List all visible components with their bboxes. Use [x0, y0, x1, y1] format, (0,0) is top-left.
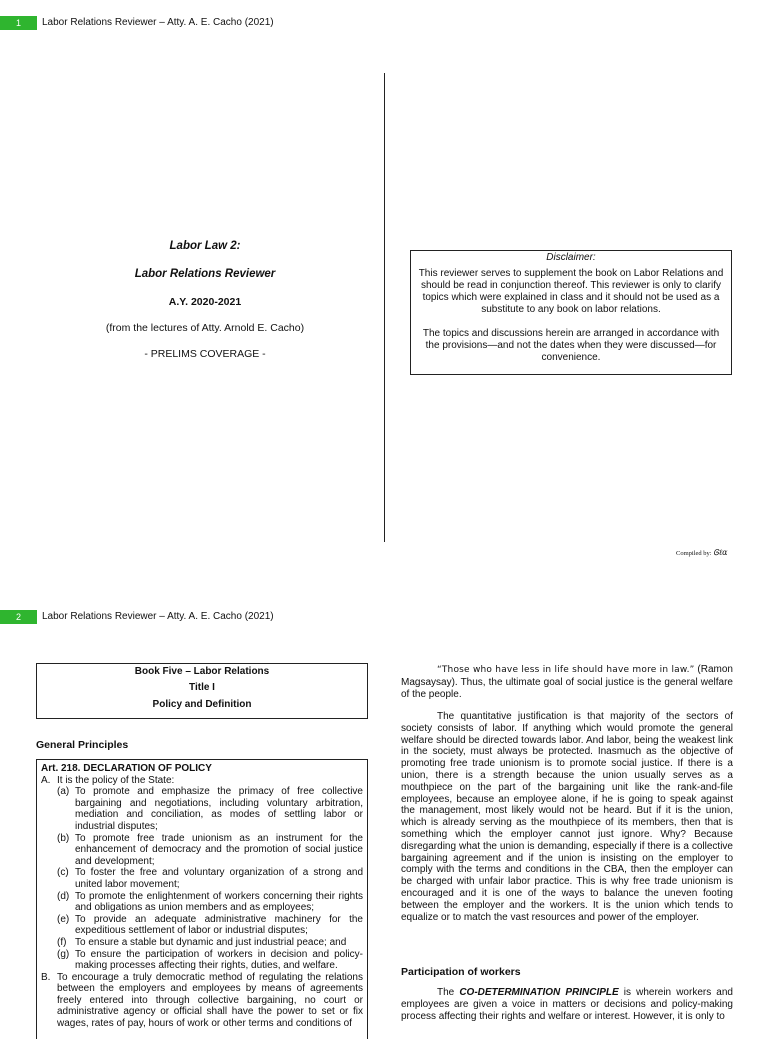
list-label: B. [41, 971, 51, 983]
page-number-badge: 2 [0, 610, 37, 624]
list-text: To promote and emphasize the primacy of free collective bargaining and negotiations, including voluntary arbitration, mediation and conciliation, as modes of settling labor or industrial disputes; [75, 786, 363, 832]
article-list-item [41, 937, 363, 949]
cover-subtitle: Labor Relations Reviewer [134, 268, 276, 280]
list-text: To promote the enlightenment of workers concerning their rights and obligations as union members and as employees; [75, 890, 363, 914]
book-title-box [36, 663, 368, 719]
body-paragraph [401, 987, 733, 1022]
article-list-item [41, 786, 363, 832]
title-number: Title I [189, 682, 215, 693]
list-text: It is the policy of the State: [57, 774, 175, 786]
list-label: (g) [57, 948, 70, 960]
article-title: Art. 218. DECLARATION OF POLICY [41, 763, 212, 774]
article-paragraph-a [41, 775, 363, 787]
article-list-item [41, 949, 363, 972]
disclaimer-paragraph: The topics and discussions herein are arranged in accordance with the provisions—and not the dates when they were discussed—for convenience. [422, 328, 720, 363]
list-text: To foster the free and voluntary organization of a strong and united labor movement; [75, 867, 363, 890]
list-label: (c) [57, 867, 69, 879]
text-prefix: The [437, 987, 460, 998]
list-text: To encourage a truly democratic method of regulating the relations between the employers and employees by means of agreements freely entered into through collective bargaining, no court or administrative agency or official shall have the power to set or fix wages, rates of pay, hours of work or other terms and conditions of [57, 971, 363, 1030]
disclaimer-heading: Disclaimer: [546, 252, 596, 263]
cover-coverage: - PRELIMS COVERAGE - [144, 348, 266, 360]
article-list-item [41, 891, 363, 914]
article-list-item [41, 833, 363, 868]
header-title: Labor Relations Reviewer – Atty. A. E. Cacho (2021) [42, 611, 274, 622]
quote-source: (Ramon Magsaysay). Thus, the ultimate goal of social justice is the general welfare of the people. [401, 664, 733, 700]
text-body: is wherein workers and employees are given a voice in matters or decisions and policy-making process affecting their rights and welfare or interest. However, it is only to [401, 987, 733, 1022]
article-list-item [41, 914, 363, 937]
list-label: A. [41, 774, 51, 786]
page-header [0, 610, 768, 624]
list-label: (f) [57, 936, 67, 948]
list-label: (e) [57, 913, 70, 925]
quote-text: “Those who have less in life should have more in law.” [437, 665, 695, 675]
disclaimer-paragraph: This reviewer serves to supplement the book on Labor Relations and should be read in conjunction thereof. This reviewer is only to clarify topics which were explained in class and it should not be used as a substitute to any book on labor relations. [418, 268, 724, 315]
cover-academic-year: A.Y. 2020-2021 [168, 296, 242, 308]
body-paragraph: The quantitative justification is that majority of the sectors of society consists of labor. If anything which would promote the general welfare should be directed towards labor. And labor, being the weakest link in the society, must always be protected. Inasmuch as the objective of promoting free trade unionism is to promote social justice. If there is a union, there is a strength because the union usually serves as a mouthpiece on the part of the bargaining unit like the rank-and-file employees, because an employee alone, if he is going to speak against the management, most likely would not be heard. But if it is the union, which is already serving as the mouthpiece of its members, then that is something which the employer cannot just ignore. Why? Because disregarding what the union is demanding, especially if there is a collective bargaining agreement and if the union is insisting on the employer to comply with the terms and conditions in the CBA, then the employer can be charged with unfair labor practice. This is why free trade unionism is encouraged and it is one of the ways to balance the uneven footing between the employer and the workers. It is the union which tends to equalize or to match the vast resources and power of the employer. [401, 711, 733, 923]
article-list-item [41, 867, 363, 890]
article-box [36, 759, 368, 1039]
cover-lecturer-note: (from the lectures of Atty. Arnold E. Cacho) [105, 322, 305, 334]
section-heading: General Principles [36, 739, 129, 751]
defined-term: CO-DETERMINATION PRINCIPLE [459, 987, 619, 998]
article-paragraph-b [41, 972, 363, 1030]
page-header [0, 16, 768, 30]
list-label: (b) [57, 832, 70, 844]
compiled-by [676, 548, 728, 558]
title-name: Policy and Definition [152, 699, 252, 710]
book-title: Book Five – Labor Relations [134, 666, 270, 677]
list-label: (d) [57, 890, 70, 902]
list-label: (a) [57, 786, 70, 798]
quote-paragraph [401, 664, 733, 700]
compiler-signature: Ꮆℓɑ [713, 548, 728, 557]
list-text: To ensure a stable but dynamic and just industrial peace; and [75, 936, 347, 948]
compiled-by-label: Compiled by: [676, 550, 712, 557]
disclaimer-box [410, 250, 732, 375]
list-text: To ensure the participation of workers in decision and policy-making processes affecting their rights, duties, and welfare. [75, 948, 363, 972]
page-number-badge: 1 [0, 16, 37, 30]
column-divider [384, 73, 385, 542]
cover-course: Labor Law 2: [169, 240, 241, 252]
header-title: Labor Relations Reviewer – Atty. A. E. Cacho (2021) [42, 17, 274, 28]
list-text: To provide an adequate administrative machinery for the expeditious settlement of labor or industrial disputes; [75, 913, 363, 937]
list-text: To promote free trade unionism as an instrument for the enhancement of democracy and the promotion of social justice and development; [75, 832, 363, 867]
section-heading: Participation of workers [401, 966, 521, 978]
